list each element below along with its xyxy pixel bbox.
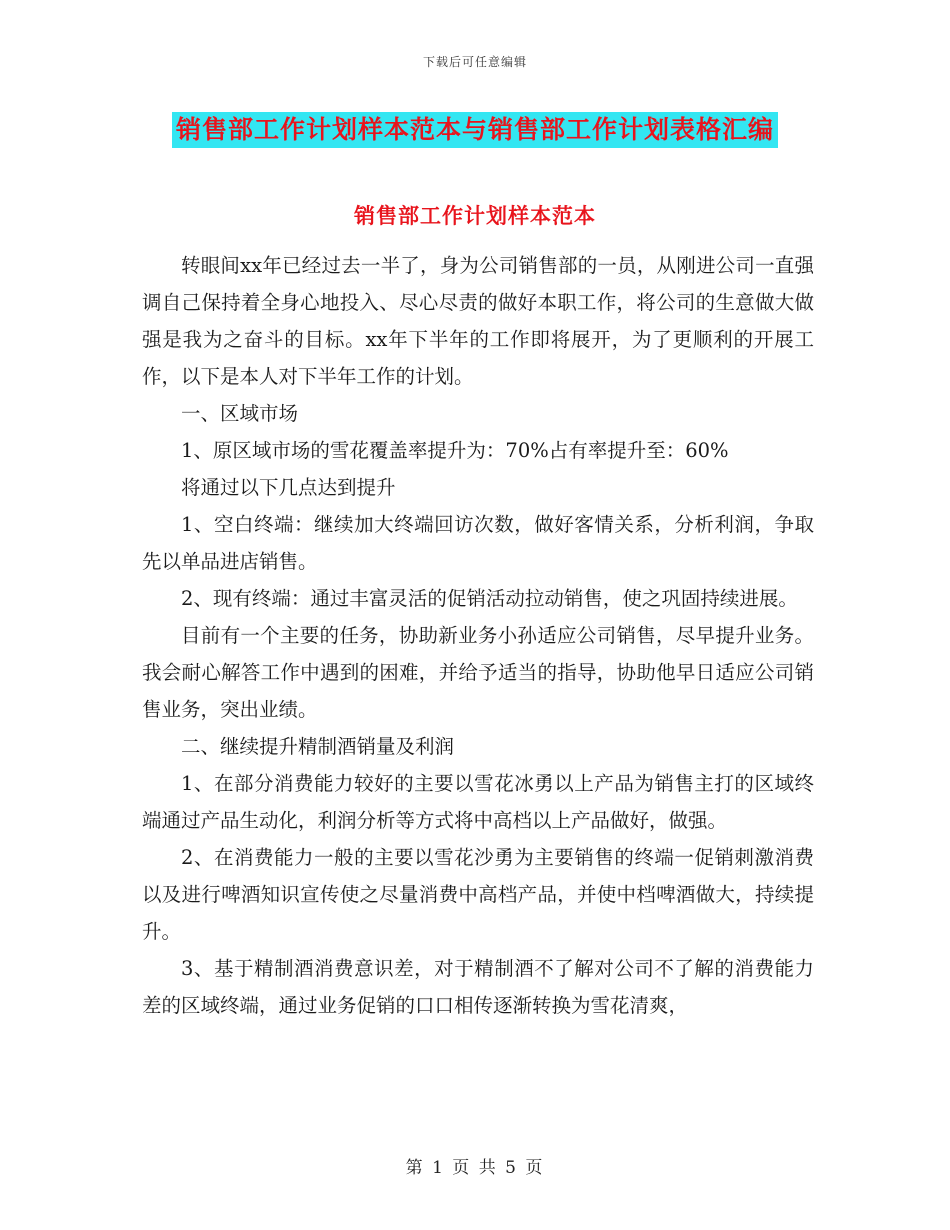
document-title-wrap [0, 112, 950, 148]
paragraph: 二、继续提升精制酒销量及利润 [181, 735, 455, 758]
paragraph: 将通过以下几点达到提升 [181, 476, 396, 499]
header-note: 下载后可任意编辑 [422, 55, 527, 69]
paragraph: 2、在消费能力一般的主要以雪花沙勇为主要销售的终端一促销刺激消费以及进行啤酒知识宣传使之尽量消费中高档产品，并使中档啤酒做大，持续提升。 [142, 846, 814, 943]
paragraph: 一、区域市场 [181, 402, 299, 425]
paragraph: 3、基于精制酒消费意识差，对于精制酒不了解对公司不了解的消费能力差的区域终端，通过业务促销的口口相传逐渐转换为雪花清爽， [142, 957, 814, 1017]
paragraph: 1、空白终端：继续加大终端回访次数，做好客情关系，分析利润，争取先以单品进店销售。 [142, 513, 814, 573]
page-footer: 第 1 页 共 5 页 [405, 1158, 545, 1178]
paragraph: 1、在部分消费能力较好的主要以雪花冰勇以上产品为销售主打的区域终端通过产品生动化，利润分析等方式将中高档以上产品做好，做强。 [142, 772, 814, 832]
paragraph: 2、现有终端：通过丰富灵活的促销活动拉动销售，使之巩固持续进展。 [181, 587, 798, 610]
paragraph: 目前有一个主要的任务，协助新业务小孙适应公司销售，尽早提升业务。我会耐心解答工作中遇到的困难，并给予适当的指导，协助他早日适应公司销售业务，突出业绩。 [142, 624, 814, 721]
paragraph: 转眼间xx年已经过去一半了，身为公司销售部的一员，从刚进公司一直强调自己保持着全身心地投入、尽心尽责的做好本职工作，将公司的生意做大做强是我为之奋斗的目标。xx年下半年的工作即将展开，为了更顺利的开展工作，以下是本人对下半年工作的计划。 [142, 254, 814, 388]
document-body [142, 247, 814, 1024]
document-title: 销售部工作计划样本范本与销售部工作计划表格汇编 [172, 112, 778, 148]
paragraph: 1、原区域市场的雪花覆盖率提升为：70%占有率提升至：60% [181, 439, 729, 462]
section-title: 销售部工作计划样本范本 [354, 203, 596, 228]
